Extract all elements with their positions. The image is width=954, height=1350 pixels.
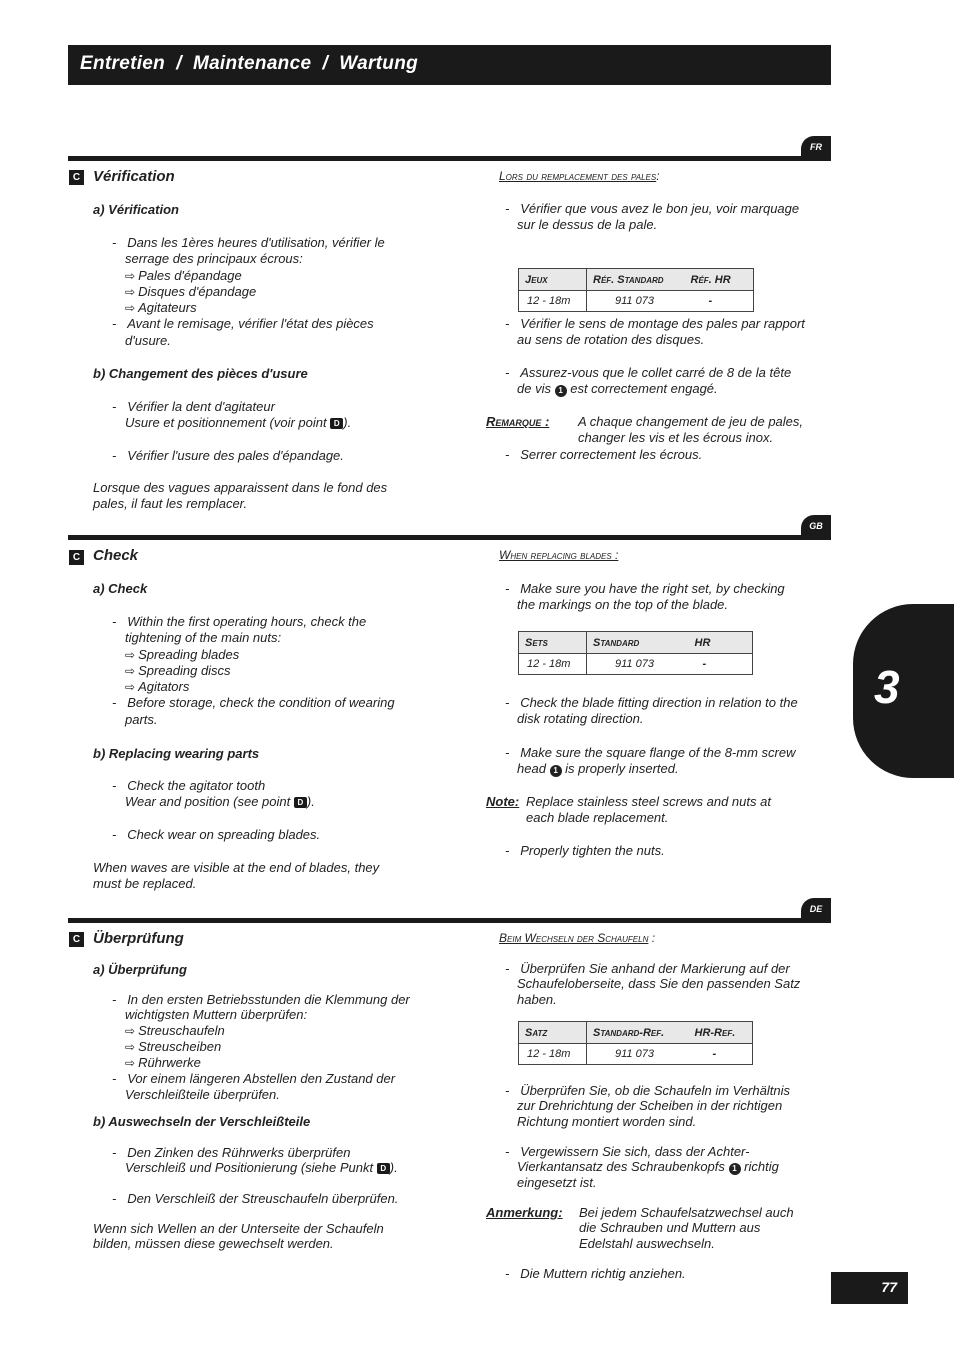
table-header: Jeux xyxy=(519,269,587,291)
de-remark-text: Bei jedem Schaufelsatzwechsel auch die Schrauben und Muttern aus Edelstahl auswechseln. xyxy=(579,1205,794,1251)
subheading-b-gb: b) Replacing wearing parts xyxy=(93,746,260,761)
table-cell: 911 073 xyxy=(615,1048,654,1060)
de-r1: - Überprüfen Sie anhand der Markierung auf der Schaufeloberseite, dass Sie den passenden Satz haben. xyxy=(505,961,801,1007)
fr-b1-line1: Vérifier la dent d'agitateur xyxy=(127,399,275,414)
section-rule-gb xyxy=(68,535,831,540)
point-d-badge: D xyxy=(294,797,307,808)
section-rule-fr xyxy=(68,156,831,161)
de-a-list: - In den ersten Betriebsstunden die Klemmung der wichtigsten Muttern überprüfen: ⇨ Streuschaufeln ⇨ Streuscheiben ⇨ Rührwerke - Vor einem längeren Abstellen den Zustand der Verschleißteile überprüfen. xyxy=(112,992,410,1102)
table-header: Standard xyxy=(587,632,689,654)
fr-r3: - Assurez-vous que le collet carré de 8 de la tête de vis 1 est correctement engagé. xyxy=(505,365,792,397)
lang-badge-gb: GB xyxy=(801,515,831,539)
gb-b-list: - Check the agitator tooth Wear and position (see point D ). - Check wear on spreading blades. xyxy=(112,778,321,842)
arrow-icon: ⇨ xyxy=(125,663,136,678)
point-d-badge: D xyxy=(377,1163,390,1174)
arrow-icon: ⇨ xyxy=(125,268,136,283)
table-cell: 911 073 xyxy=(615,658,654,670)
chapter-number: 3 xyxy=(874,661,900,713)
table-header-row xyxy=(519,632,753,654)
arrow-icon: ⇨ xyxy=(125,647,136,662)
screw-marker-icon: 1 xyxy=(555,385,567,397)
fr-a2-line1: Avant le remisage, vérifier l'état des pièces xyxy=(127,316,374,332)
table-header: Réf. Standard xyxy=(587,269,685,291)
remark-label-fr: Remarque : xyxy=(486,414,550,429)
table-row xyxy=(519,291,754,312)
section-letter-gb: C xyxy=(69,550,84,565)
de-final-note: Wenn sich Wellen an der Unterseite der Schaufeln bilden, müssen diese gewechselt werden. xyxy=(93,1221,384,1252)
page-header-title: Entretien / Maintenance / Wartung xyxy=(80,53,419,74)
arrow-icon: ⇨ xyxy=(125,1056,136,1071)
table-cell: 12 - 18m xyxy=(519,654,587,675)
subheading-a-de: a) Überprüfung xyxy=(93,962,187,977)
fr-a1-line1: Dans les 1ères heures d'utilisation, vérifier le xyxy=(127,235,385,250)
fr-r4: - Serrer correctement les écrous. xyxy=(505,447,703,462)
gb-r1: - Make sure you have the right set, by checking the markings on the top of the blade. xyxy=(505,581,785,613)
table-header: HR xyxy=(689,632,753,654)
de-r4: - Die Muttern richtig anziehen. xyxy=(505,1266,686,1281)
point-d-badge: D xyxy=(330,418,343,429)
fr-b-list: - Vérifier la dent d'agitateur Usure et positionnement (voir point D ). - Vérifier l'usure des pales d'épandage. xyxy=(112,399,352,463)
subheading-b-de: b) Auswechseln der Verschleißteile xyxy=(93,1114,311,1129)
subheading-b-fr: b) Changement des pièces d'usure xyxy=(93,366,308,381)
note-label-gb: Note: xyxy=(486,794,520,809)
gb-r4: - Properly tighten the nuts. xyxy=(505,843,665,858)
fr-r1: - Vérifier que vous avez le bon jeu, voir marquage sur le dessus de la pale. xyxy=(505,201,800,233)
gb-a-list: - Within the first operating hours, check the tightening of the main nuts: ⇨ Spreading blades ⇨ Spreading discs ⇨ Agitators - Before storage, check the condition of wearing parts. xyxy=(112,614,395,727)
table-header: Réf. HR xyxy=(685,269,754,291)
table-header: Standard-Ref. xyxy=(587,1022,689,1044)
arrow-icon: ⇨ xyxy=(125,284,136,299)
arrow-icon: ⇨ xyxy=(125,680,136,695)
chapter-tab xyxy=(853,604,954,778)
table-cell: 911 073 xyxy=(615,295,654,307)
section-title-fr: Vérification xyxy=(93,168,175,185)
gb-final-note: When waves are visible at the end of blades, they must be replaced. xyxy=(93,860,380,892)
lang-badge-de: DE xyxy=(801,898,831,922)
arrow-icon: ⇨ xyxy=(125,1039,136,1054)
table-header: Satz xyxy=(519,1022,587,1044)
gb-right-heading: When replacing blades : xyxy=(499,548,619,562)
fr-a1-item: Agitateurs xyxy=(138,300,197,316)
page-number: 77 xyxy=(831,1272,908,1304)
blade-set-table-fr xyxy=(518,268,754,312)
fr-a1-item: Disques d'épandage xyxy=(138,283,257,299)
table-header: Sets xyxy=(519,632,587,654)
table-header-row xyxy=(519,1022,753,1044)
fr-remark-text: A chaque changement de jeu de pales, changer les vis et les écrous inox. xyxy=(578,414,804,446)
fr-a1-item: Pales d'épandage xyxy=(138,267,242,283)
section-rule-de xyxy=(68,918,831,923)
blade-set-table-gb xyxy=(518,631,753,675)
table-row xyxy=(519,1044,753,1065)
fr-b2: Vérifier l'usure des pales d'épandage. xyxy=(127,447,344,463)
screw-marker-icon: 1 xyxy=(550,765,562,777)
gb-r2: - Check the blade fitting direction in relation to the disk rotating direction. xyxy=(505,695,798,727)
subheading-a-fr: a) Vérification xyxy=(93,202,179,217)
arrow-icon: ⇨ xyxy=(125,301,136,316)
fr-a-list: - Dans les 1ères heures d'utilisation, vérifier le serrage des principaux écrous: ⇨ Pales d'épandage ⇨ Disques d'épandage ⇨ Agitateurs - Avant le remisage, vérifier l'état des pièces d'usure. xyxy=(112,235,385,348)
fr-r2: - Vérifier le sens de montage des pales par rapport au sens de rotation des disques. xyxy=(505,316,805,348)
table-cell: - xyxy=(702,658,707,670)
de-r3: - Vergewissern Sie sich, dass der Achter- Vierkantansatz des Schraubenkopfs 1 richtig eingesetzt ist. xyxy=(505,1144,779,1191)
screw-marker-icon: 1 xyxy=(729,1163,741,1175)
table-row xyxy=(519,654,753,675)
subheading-a-gb: a) Check xyxy=(93,581,148,596)
fr-final-note: Lorsque des vagues apparaissent dans le fond des pales, il faut les remplacer. xyxy=(93,480,388,512)
de-right-heading: Beim Wechseln der Schaufeln : xyxy=(499,931,656,945)
header-bar xyxy=(68,45,831,85)
table-header-row xyxy=(519,269,754,291)
table-header: HR-Ref. xyxy=(689,1022,753,1044)
table-cell: 12 - 18m xyxy=(519,1044,587,1065)
remark-label-de: Anmerkung: xyxy=(486,1205,563,1220)
blade-set-table-de xyxy=(518,1021,753,1065)
fr-a2-line2: d'usure. xyxy=(125,332,171,348)
gb-r3: - Make sure the square flange of the 8-mm screw head 1 is properly inserted. xyxy=(505,745,796,777)
section-title-gb: Check xyxy=(93,547,139,564)
arrow-icon: ⇨ xyxy=(125,1023,136,1038)
fr-b1-line2: Usure et positionnement (voir point xyxy=(125,415,327,431)
de-b-list: - Den Zinken des Rührwerks überprüfen Verschleiß und Positionierung (siehe Punkt D ). - Den Verschleiß der Streuschaufeln überprüfen. xyxy=(112,1145,399,1206)
section-title-de: Überprüfung xyxy=(93,930,184,947)
table-cell: 12 - 18m xyxy=(519,291,587,312)
section-letter-de: C xyxy=(69,932,84,947)
table-cell: - xyxy=(712,1048,717,1060)
section-letter-fr: C xyxy=(69,170,84,185)
table-cell: - xyxy=(708,295,713,307)
lang-badge-fr: FR xyxy=(801,136,831,160)
de-r2: - Überprüfen Sie, ob die Schaufeln im Verhältnis zur Drehrichtung der Scheiben in der richtigen Richtung montiert worden sind. xyxy=(505,1083,790,1129)
gb-note-text: Replace stainless steel screws and nuts at each blade replacement. xyxy=(526,794,771,826)
fr-a1-line2: serrage des principaux écrous: xyxy=(125,251,303,267)
fr-right-heading: Lors du remplacement des pales: xyxy=(499,169,660,183)
